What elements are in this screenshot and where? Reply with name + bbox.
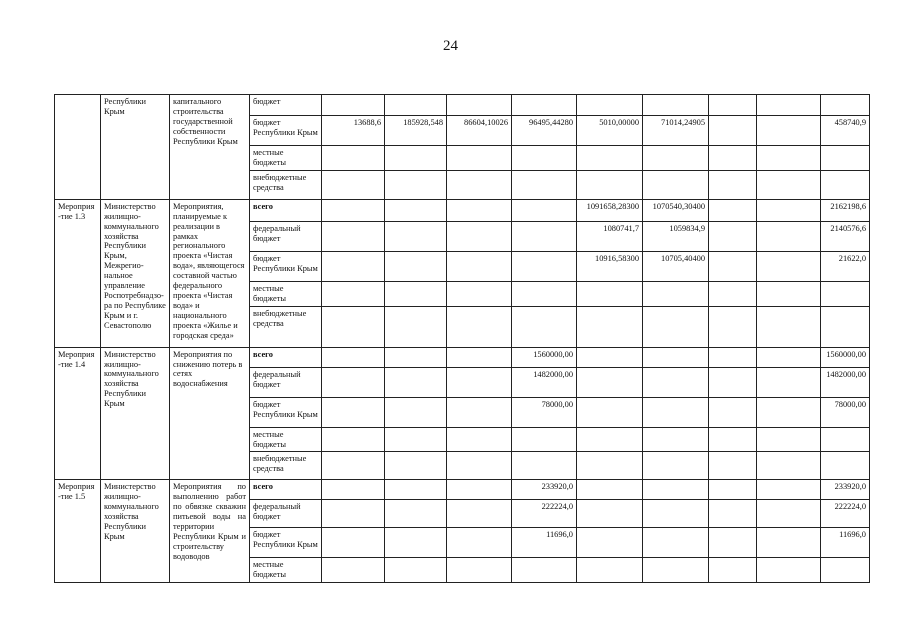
value-cell: 233920,0: [821, 480, 870, 500]
value-cell: [757, 170, 821, 199]
funding-source-cell: местные бюджеты: [250, 146, 322, 171]
value-cell: [757, 528, 821, 558]
value-cell: [709, 367, 757, 397]
value-cell: [757, 500, 821, 528]
value-cell: [821, 170, 870, 199]
value-cell: 96495,44280: [512, 116, 577, 146]
value-cell: 11696,0: [512, 528, 577, 558]
executor-cell: Министерство жилищно-коммунального хозяйства Республики Крым: [101, 347, 170, 480]
value-cell: 2140576,6: [821, 221, 870, 251]
value-cell: [643, 558, 709, 583]
event-cell: Мероприя-тие 1.3: [55, 199, 101, 347]
value-cell: [385, 452, 447, 480]
value-cell: [447, 251, 512, 281]
value-cell: [709, 500, 757, 528]
value-cell: 5010,00000: [577, 116, 643, 146]
funding-source-cell: всего: [250, 199, 322, 221]
value-cell: 10705,40400: [643, 251, 709, 281]
value-cell: [643, 480, 709, 500]
value-cell: [322, 367, 385, 397]
value-cell: [322, 170, 385, 199]
value-cell: [447, 95, 512, 116]
value-cell: 78000,00: [512, 397, 577, 427]
funding-source-cell: всего: [250, 347, 322, 367]
value-cell: [757, 199, 821, 221]
funding-source-cell: внебюджетные средства: [250, 452, 322, 480]
value-cell: [385, 500, 447, 528]
value-cell: [643, 397, 709, 427]
value-cell: [577, 146, 643, 171]
value-cell: [577, 367, 643, 397]
value-cell: [512, 281, 577, 306]
value-cell: 233920,0: [512, 480, 577, 500]
table-row: [55, 347, 870, 367]
value-cell: [447, 452, 512, 480]
value-cell: [577, 95, 643, 116]
funding-source-cell: федеральный бюджет: [250, 500, 322, 528]
value-cell: [757, 116, 821, 146]
page-number: 24: [443, 38, 458, 54]
value-cell: [757, 221, 821, 251]
value-cell: [447, 500, 512, 528]
value-cell: 1070540,30400: [643, 199, 709, 221]
value-cell: [757, 347, 821, 367]
value-cell: [643, 146, 709, 171]
value-cell: [385, 367, 447, 397]
value-cell: [322, 528, 385, 558]
funding-source-cell: местные бюджеты: [250, 427, 322, 452]
value-cell: [385, 528, 447, 558]
value-cell: [385, 480, 447, 500]
value-cell: [643, 452, 709, 480]
value-cell: [512, 251, 577, 281]
funding-source-cell: бюджет: [250, 95, 322, 116]
funding-table: [54, 94, 870, 583]
value-cell: [709, 558, 757, 583]
value-cell: [643, 500, 709, 528]
value-cell: [577, 281, 643, 306]
value-cell: [322, 452, 385, 480]
description-cell: Мероприятия по выполнению работ по обвязке скважин питьевой воды на территории Республики Крым и строительству водоводов: [170, 480, 250, 583]
value-cell: [643, 306, 709, 347]
value-cell: [322, 251, 385, 281]
value-cell: [709, 281, 757, 306]
funding-source-cell: местные бюджеты: [250, 281, 322, 306]
value-cell: [447, 306, 512, 347]
value-cell: [757, 367, 821, 397]
value-cell: [322, 281, 385, 306]
value-cell: [757, 480, 821, 500]
value-cell: [385, 306, 447, 347]
value-cell: [643, 367, 709, 397]
value-cell: [322, 199, 385, 221]
value-cell: 11696,0: [821, 528, 870, 558]
table-row: [55, 480, 870, 500]
value-cell: [577, 170, 643, 199]
value-cell: [577, 427, 643, 452]
value-cell: [821, 306, 870, 347]
value-cell: [709, 251, 757, 281]
value-cell: [385, 281, 447, 306]
funding-source-cell: местные бюджеты: [250, 558, 322, 583]
value-cell: [322, 558, 385, 583]
value-cell: [709, 480, 757, 500]
funding-source-cell: всего: [250, 480, 322, 500]
value-cell: [709, 427, 757, 452]
value-cell: [643, 281, 709, 306]
event-cell: Мероприя-тие 1.4: [55, 347, 101, 480]
value-cell: 1080741,7: [577, 221, 643, 251]
executor-cell: Министерство жилищно-коммунального хозяйства Республики Крым, Межрегио-нальное управление Роспотребнадзо-ра по Республике Крым и г. Севастополю: [101, 199, 170, 347]
value-cell: [821, 427, 870, 452]
value-cell: [643, 95, 709, 116]
value-cell: 1482000,00: [821, 367, 870, 397]
value-cell: [447, 397, 512, 427]
value-cell: 1482000,00: [512, 367, 577, 397]
value-cell: [577, 480, 643, 500]
value-cell: [512, 170, 577, 199]
value-cell: [577, 347, 643, 367]
funding-source-cell: внебюджетные средства: [250, 306, 322, 347]
value-cell: [385, 170, 447, 199]
executor-cell: Министерство жилищно-коммунального хозяйства Республики Крым: [101, 480, 170, 583]
value-cell: [821, 281, 870, 306]
value-cell: [322, 146, 385, 171]
value-cell: [385, 397, 447, 427]
value-cell: [709, 199, 757, 221]
funding-source-cell: бюджет Республики Крым: [250, 116, 322, 146]
value-cell: 1091658,28300: [577, 199, 643, 221]
value-cell: [709, 146, 757, 171]
value-cell: [447, 367, 512, 397]
value-cell: [757, 558, 821, 583]
funding-source-cell: федеральный бюджет: [250, 367, 322, 397]
value-cell: [643, 427, 709, 452]
value-cell: [643, 528, 709, 558]
value-cell: [447, 427, 512, 452]
value-cell: 71014,24905: [643, 116, 709, 146]
value-cell: [821, 452, 870, 480]
value-cell: [709, 170, 757, 199]
value-cell: [709, 347, 757, 367]
value-cell: [757, 397, 821, 427]
value-cell: [322, 397, 385, 427]
table-row: [55, 95, 870, 116]
value-cell: [709, 221, 757, 251]
value-cell: [643, 170, 709, 199]
description-cell: Мероприятия по снижению потерь в сетях водоснабжения: [170, 347, 250, 480]
value-cell: [512, 306, 577, 347]
value-cell: [512, 427, 577, 452]
value-cell: [322, 347, 385, 367]
value-cell: [447, 221, 512, 251]
value-cell: [447, 199, 512, 221]
table-row: [55, 199, 870, 221]
value-cell: 10916,58300: [577, 251, 643, 281]
value-cell: [447, 528, 512, 558]
value-cell: 458740,9: [821, 116, 870, 146]
value-cell: [577, 452, 643, 480]
value-cell: [757, 452, 821, 480]
value-cell: [643, 347, 709, 367]
value-cell: [757, 146, 821, 171]
value-cell: [447, 480, 512, 500]
description-cell: капитального строительства государственной собственности Республики Крым: [170, 95, 250, 200]
value-cell: [512, 558, 577, 583]
value-cell: [447, 281, 512, 306]
value-cell: 86604,10026: [447, 116, 512, 146]
value-cell: [709, 397, 757, 427]
value-cell: [512, 452, 577, 480]
value-cell: 1059834,9: [643, 221, 709, 251]
value-cell: [385, 251, 447, 281]
value-cell: [757, 251, 821, 281]
value-cell: [821, 95, 870, 116]
value-cell: [577, 528, 643, 558]
executor-cell: Республики Крым: [101, 95, 170, 200]
value-cell: 185928,548: [385, 116, 447, 146]
value-cell: [512, 199, 577, 221]
description-cell: Мероприятия, планируемые к реализации в рамках регионального проекта «Чистая вода», являющегося составной частью федерального проекта «Чистая вода» и национального проекта «Жилье и городская среда»: [170, 199, 250, 347]
value-cell: [322, 427, 385, 452]
value-cell: [709, 452, 757, 480]
funding-source-cell: бюджет Республики Крым: [250, 251, 322, 281]
value-cell: 1560000,00: [821, 347, 870, 367]
event-cell: [55, 95, 101, 200]
value-cell: [577, 306, 643, 347]
value-cell: [447, 146, 512, 171]
value-cell: [757, 306, 821, 347]
value-cell: 1560000,00: [512, 347, 577, 367]
value-cell: [322, 306, 385, 347]
value-cell: [322, 480, 385, 500]
value-cell: [757, 281, 821, 306]
value-cell: [385, 199, 447, 221]
value-cell: 222224,0: [821, 500, 870, 528]
value-cell: [757, 95, 821, 116]
value-cell: [821, 146, 870, 171]
value-cell: 21622,0: [821, 251, 870, 281]
value-cell: [447, 170, 512, 199]
value-cell: [512, 95, 577, 116]
value-cell: [709, 528, 757, 558]
value-cell: 13688,6: [322, 116, 385, 146]
value-cell: [757, 427, 821, 452]
value-cell: [322, 500, 385, 528]
value-cell: [821, 558, 870, 583]
value-cell: [577, 558, 643, 583]
event-cell: Мероприя-тие 1.5: [55, 480, 101, 583]
value-cell: [385, 347, 447, 367]
value-cell: 2162198,6: [821, 199, 870, 221]
value-cell: [512, 146, 577, 171]
value-cell: [709, 95, 757, 116]
value-cell: [385, 95, 447, 116]
value-cell: [322, 95, 385, 116]
value-cell: [577, 500, 643, 528]
value-cell: [385, 146, 447, 171]
funding-source-cell: бюджет Республики Крым: [250, 397, 322, 427]
value-cell: 78000,00: [821, 397, 870, 427]
value-cell: [512, 221, 577, 251]
funding-source-cell: бюджет Республики Крым: [250, 528, 322, 558]
value-cell: [385, 427, 447, 452]
value-cell: [447, 347, 512, 367]
value-cell: [385, 221, 447, 251]
funding-source-cell: внебюджетные средства: [250, 170, 322, 199]
value-cell: [709, 116, 757, 146]
value-cell: [385, 558, 447, 583]
value-cell: [577, 397, 643, 427]
value-cell: [709, 306, 757, 347]
value-cell: 222224,0: [512, 500, 577, 528]
value-cell: [447, 558, 512, 583]
funding-source-cell: федеральный бюджет: [250, 221, 322, 251]
value-cell: [322, 221, 385, 251]
